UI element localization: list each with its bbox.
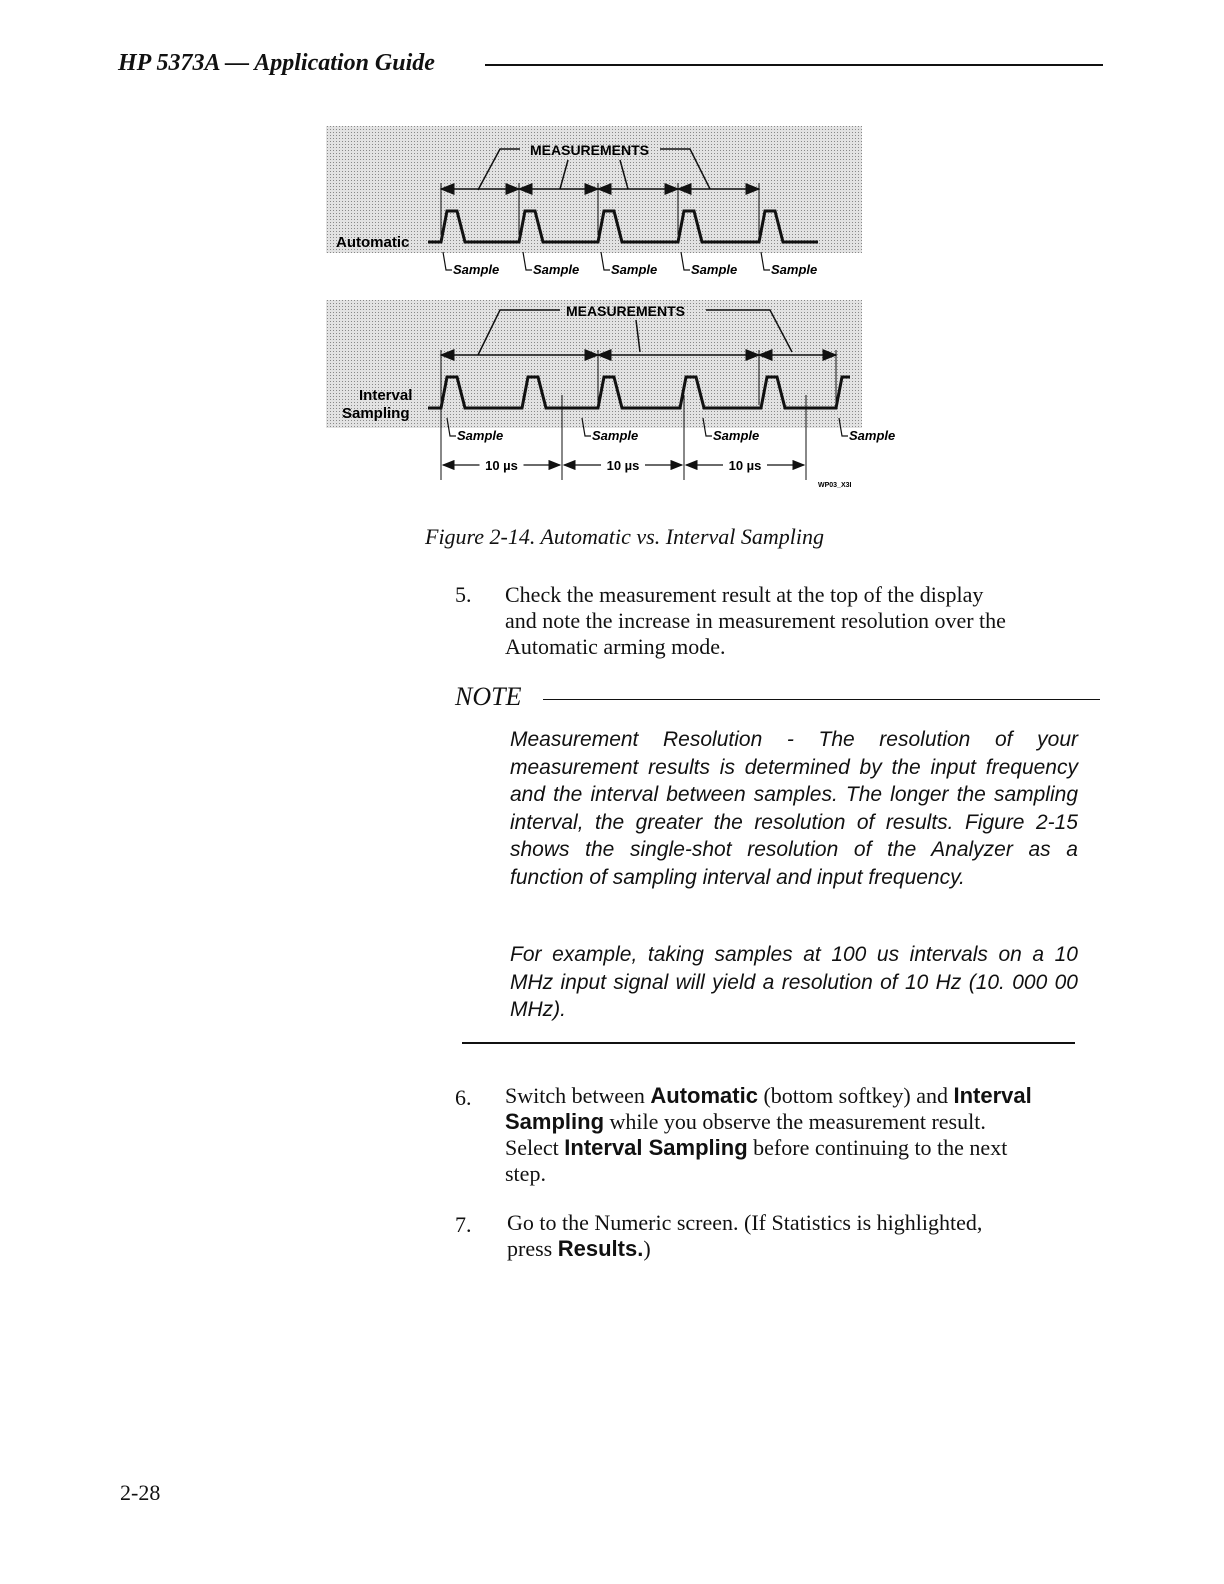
interval-time-label: 10 µs (485, 458, 518, 473)
text: is highlighted, (850, 1210, 983, 1235)
sample-label: Sample (592, 428, 639, 443)
sample-label: Sample (691, 262, 738, 277)
step-7-number: 7. (455, 1212, 472, 1237)
step-5-line: Automatic arming mode. (505, 634, 726, 659)
sampling-diagram (0, 0, 1224, 500)
sample-pointer (523, 252, 532, 270)
note-rule (543, 699, 1100, 700)
page-number: 2-28 (120, 1480, 161, 1505)
interval-time-label: 10 µs (728, 458, 762, 473)
figure-caption: Figure 2-14. Automatic vs. Interval Sampling (425, 524, 824, 549)
text: step. (505, 1161, 546, 1186)
interval-time-label: 10 µs (606, 458, 640, 473)
text: Select (505, 1135, 565, 1160)
interval-times (443, 458, 804, 473)
sample-label: Sample (457, 428, 504, 443)
interval-sampling-ref: Interval Sampling (564, 1135, 748, 1160)
text: Go to the Numeric screen. (If (507, 1210, 772, 1235)
sample-pointer (601, 252, 610, 270)
sample-label: Sample (771, 262, 818, 277)
note-paragraph-1: Measurement Resolution - The resolution of your measurement results is determined by the input frequency and the interval between samples. The longer the sampling interval, the greater the resolution of results. Figure 2-15 shows the single-shot resolution of the Analyzer as a function of sampling interval and input frequency. (510, 728, 1078, 889)
automatic-softkey-ref: Automatic (650, 1083, 758, 1108)
sample-pointer (761, 252, 770, 270)
sample-pointer (443, 252, 452, 270)
sample-label: Sample (713, 428, 760, 443)
text: Switch between (505, 1083, 651, 1108)
measurements-label-bottom: MEASUREMENTS (566, 303, 686, 319)
sample-label: Sample (533, 262, 580, 277)
sampling-softkey-ref: Sampling (505, 1109, 605, 1134)
sample-label: Sample (611, 262, 658, 277)
results-key-ref: Results. (557, 1236, 644, 1261)
step-6-text (505, 1083, 1125, 1187)
sample-pointer (681, 252, 690, 270)
automatic-label: Automatic (336, 234, 410, 251)
sampling-label: Sampling (342, 405, 410, 422)
measurements-label-top: MEASUREMENTS (530, 142, 650, 158)
figure-code: WP03_X3I (818, 482, 852, 489)
step-6-number: 6. (455, 1085, 472, 1110)
note-paragraph-2: For example, taking samples at 100 us intervals on a 10 MHz input signal will yield a resolution of 10 Hz (10. 000 00 MHz). (510, 943, 1078, 1021)
text: press (507, 1236, 558, 1261)
running-header: HP 5373A — Application Guide (118, 50, 435, 76)
text: (bottom softkey) and (757, 1083, 954, 1108)
step-5-text (505, 582, 1006, 660)
text: ) (643, 1236, 651, 1261)
sample-label: Sample (453, 262, 500, 277)
step-5-line: Check the measurement result at the top of the display (505, 582, 984, 607)
statistics-ref: Statistics (771, 1210, 851, 1235)
step-7-text (507, 1210, 1107, 1262)
sample-label: Sample (849, 428, 896, 443)
text: while you observe the measurement result. (604, 1109, 986, 1134)
interval-label: Interval (359, 387, 413, 404)
step-5-number: 5. (455, 582, 472, 607)
note-bottom-rule (462, 1042, 1075, 1044)
step-5-line: and note the increase in measurement resolution over the (505, 608, 1006, 633)
text: before continuing to the next (747, 1135, 1008, 1160)
interval-softkey-ref: Interval (953, 1083, 1032, 1108)
note-heading: NOTE (455, 682, 522, 711)
